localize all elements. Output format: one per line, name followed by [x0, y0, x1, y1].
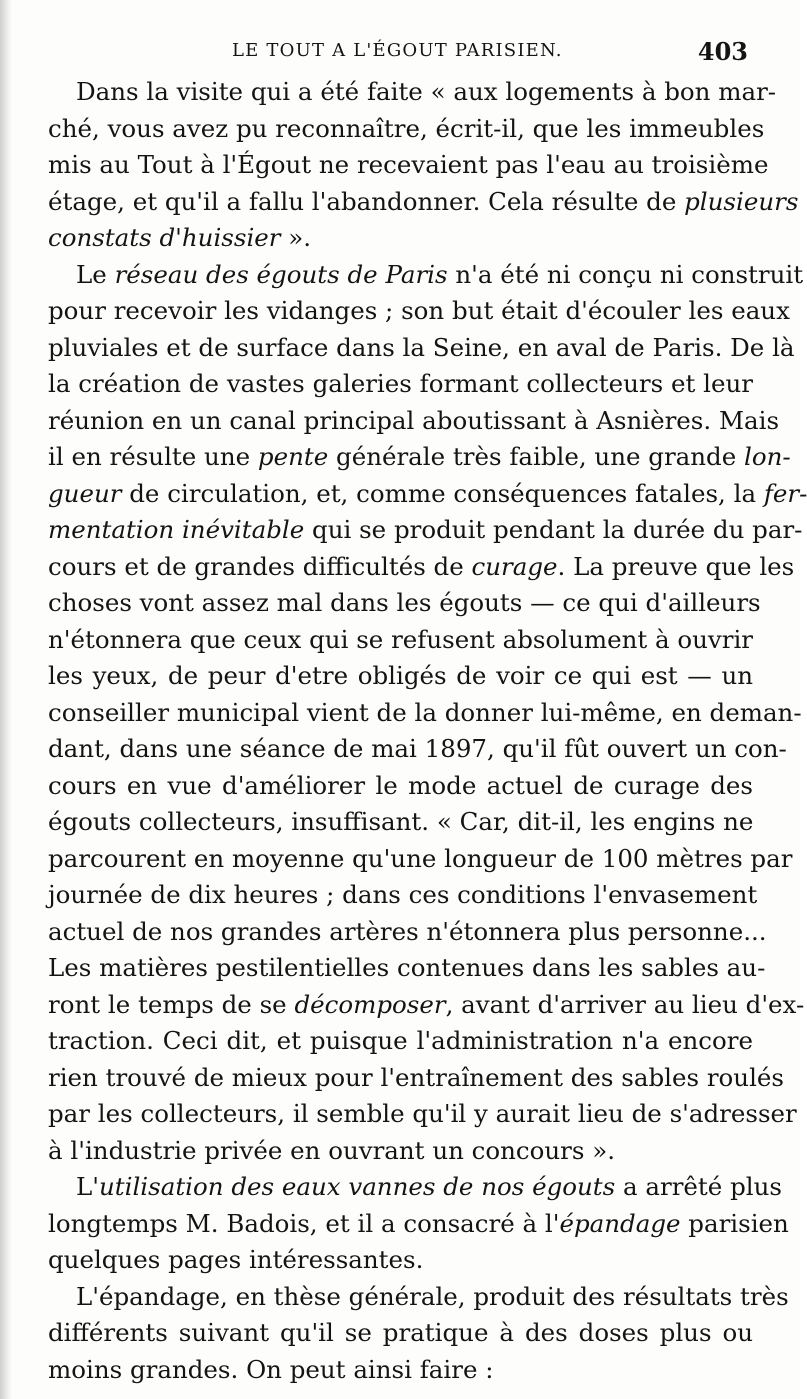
text-segment: cours en vue d'améliorer le mode actuel de curage des — [48, 770, 753, 800]
text-segment: qui se produit pendant la durée du par- — [304, 515, 803, 544]
text-segment: quelques pages intéressantes. — [48, 1245, 424, 1274]
running-head: LE TOUT A L'ÉGOUT PARISIEN. — [232, 40, 563, 61]
text-segment: ché, vous avez pu reconnaître, écrit-il, que les immeubles — [48, 113, 765, 143]
text-segment: a arrêté plus — [615, 1172, 782, 1201]
text-line — [48, 841, 793, 878]
text-line — [48, 403, 780, 440]
page-binding-shadow — [0, 0, 12, 1399]
text-line — [48, 1060, 784, 1097]
text-line — [48, 512, 803, 549]
text-line — [48, 1315, 753, 1352]
italic-text: mentation inévitable — [48, 515, 305, 544]
italic-text: épandage — [559, 1208, 681, 1238]
text-line — [48, 74, 777, 111]
text-segment: à l'industrie privée en ouvrant un concours ». — [48, 1135, 616, 1165]
text-segment: générale très faible, une grande — [328, 442, 745, 471]
body-text — [48, 74, 807, 1388]
text-line — [48, 111, 765, 148]
italic-text: utilisation des eaux vannes de nos égouts — [99, 1172, 616, 1201]
text-line — [48, 585, 761, 622]
italic-text: fer- — [763, 478, 807, 508]
italic-text: décomposer — [294, 989, 446, 1019]
italic-text: gueur — [48, 478, 122, 508]
text-segment: . La preuve que les — [557, 551, 795, 581]
text-segment: rien trouvé de mieux pour l'entraînement des sables roulés — [48, 1062, 784, 1092]
text-line — [48, 804, 753, 841]
text-line — [48, 695, 802, 732]
italic-text: réseau des égouts de Paris — [114, 259, 448, 289]
text-segment: conseiller municipal vient de la donner lui-même, en deman- — [48, 697, 802, 727]
text-segment: moins grandes. On peut ainsi faire : — [48, 1354, 494, 1384]
text-segment: dant, dans une séance de mai 1897, qu'il fût ouvert un con- — [48, 734, 787, 763]
text-line — [48, 1279, 789, 1316]
text-segment: ront le temps de se — [48, 989, 295, 1019]
text-segment: traction. Ceci dit, et puisque l'administration n'a encore — [48, 1026, 753, 1055]
text-segment: pluviales et de surface dans la Seine, en aval de Paris. De là — [48, 332, 795, 362]
text-segment: réunion en un canal principal aboutissant à Asnières. Mais — [48, 405, 780, 435]
text-line — [48, 658, 753, 695]
text-line — [48, 330, 795, 367]
page-header — [0, 37, 800, 70]
italic-text: lon- — [744, 442, 791, 471]
text-line — [48, 293, 790, 330]
text-line — [48, 1206, 789, 1243]
text-segment: mis au Tout à l'Égout ne recevaient pas l'eau au troisième — [48, 150, 769, 179]
italic-text: curage — [471, 551, 558, 581]
text-segment: la création de vastes galeries formant collecteurs et leur — [48, 369, 753, 398]
text-segment: différents suivant qu'il se pratique à des doses plus ou — [48, 1318, 753, 1347]
text-line — [48, 184, 799, 221]
text-segment: Les matières pestilentielles contenues dans les sables au- — [48, 953, 766, 982]
text-line — [48, 1242, 753, 1279]
text-line — [48, 877, 758, 914]
italic-text: constats d'huissier — [48, 223, 281, 252]
text-line — [48, 476, 807, 513]
text-segment: il en résulte une — [48, 442, 258, 471]
text-line — [48, 1169, 782, 1206]
text-segment: n'a été ni conçu ni construit — [447, 259, 804, 289]
text-segment: parcourent en moyenne qu'une longueur de 100 mètres par — [48, 843, 793, 873]
text-line — [48, 1352, 753, 1389]
text-segment: choses vont assez mal dans les égouts — ce qui d'ailleurs — [48, 588, 761, 617]
text-segment: longtemps M. Badois, et il a consacré à l' — [48, 1208, 560, 1238]
text-segment: par les collecteurs, il semble qu'il y aurait lieu de s'adresser — [48, 1099, 797, 1128]
text-line — [48, 731, 787, 768]
text-line — [48, 768, 753, 805]
text-line — [48, 439, 791, 476]
text-segment: L'épandage, en thèse générale, produit des résultats très — [76, 1281, 789, 1311]
text-line — [48, 1133, 753, 1170]
text-segment: égouts collecteurs, insuffisant. « Car, dit-il, les engins ne — [48, 807, 754, 836]
text-line — [48, 147, 769, 184]
text-line — [48, 1096, 797, 1133]
page-number: 403 — [697, 37, 748, 66]
text-segment: Dans la visite qui a été faite « aux logements à bon mar- — [76, 77, 777, 106]
italic-text: plusieurs — [684, 186, 799, 216]
text-segment: cours et de grandes difficultés de — [48, 551, 472, 581]
text-line — [48, 220, 753, 257]
text-segment: L' — [76, 1172, 100, 1201]
text-segment: étage, et qu'il a fallu l'abandonner. Cela résulte de — [48, 186, 685, 216]
text-segment: parisien — [680, 1208, 789, 1238]
text-line — [48, 987, 805, 1024]
text-line — [48, 1023, 753, 1060]
text-line — [48, 950, 766, 987]
text-segment: les yeux, de peur d'etre obligés de voir ce qui est — un — [48, 661, 753, 690]
text-segment: , avant d'arriver au lieu d'ex- — [445, 989, 805, 1019]
text-segment: actuel de nos grandes artères n'étonnera plus personne... — [48, 916, 767, 946]
text-segment: de circulation, et, comme conséquences fatales, la — [121, 478, 764, 508]
text-line — [48, 622, 753, 659]
text-segment: ». — [280, 223, 312, 252]
text-line — [48, 914, 767, 951]
italic-text: pente — [257, 442, 329, 471]
text-segment: n'étonnera que ceux qui se refusent absolument à ouvrir — [48, 624, 754, 654]
text-line — [48, 366, 753, 403]
text-line — [48, 257, 804, 294]
text-line — [48, 549, 795, 586]
text-segment: Le — [76, 259, 115, 289]
text-segment: pour recevoir les vidanges ; son but était d'écouler les eaux — [48, 296, 790, 325]
text-segment: journée de dix heures ; dans ces conditions l'envasement — [48, 880, 758, 909]
